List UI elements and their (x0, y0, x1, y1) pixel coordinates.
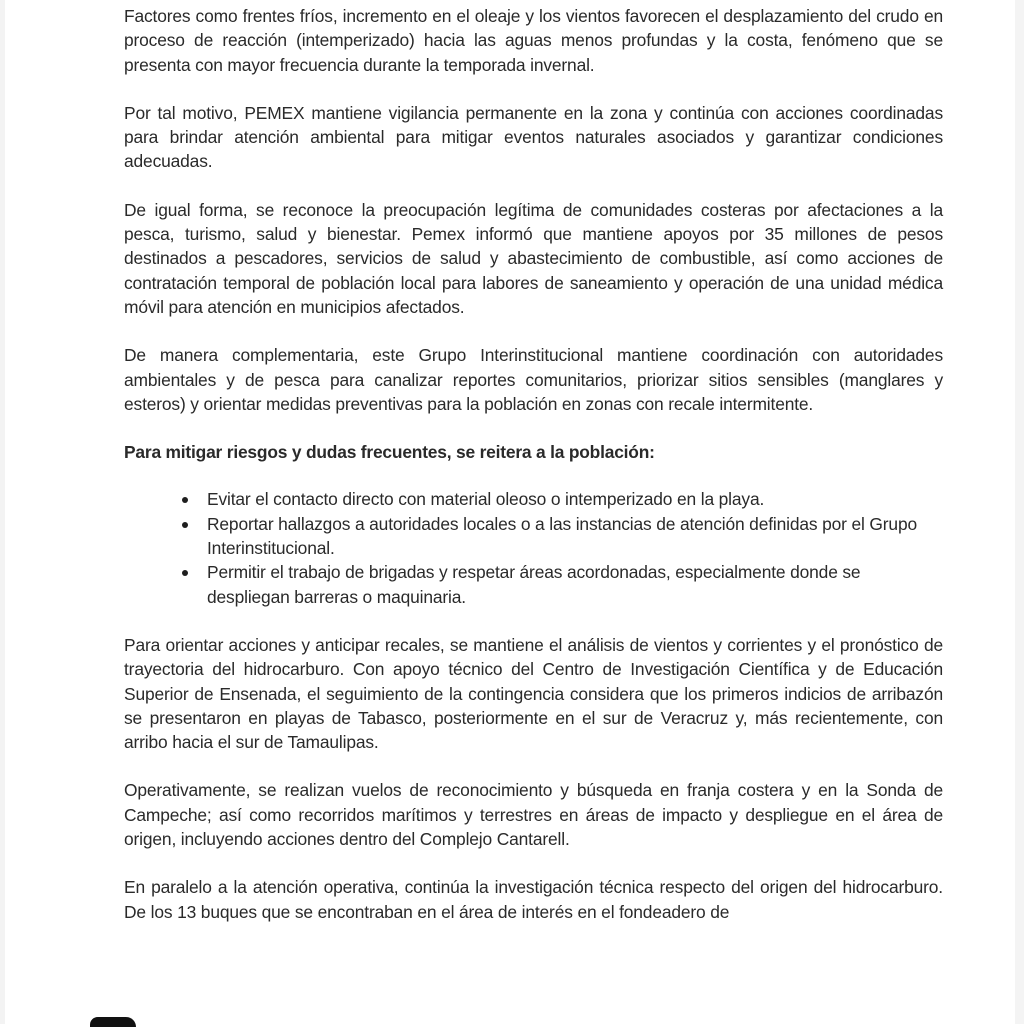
logo-fragment-icon (90, 1017, 136, 1027)
page-edge-right (1015, 0, 1024, 1024)
paragraph-weather-factors: Factores como frentes fríos, incremento en el oleaje y los vientos favorecen el desplazamiento del crudo en proceso de reacción (intemperizado) hacia las aguas menos profundas y la costa, fenómeno que se presenta con mayor frecuencia durante la temporada invernal. (124, 6, 943, 75)
page-edge-left (0, 0, 5, 1024)
paragraph-operations: Operativamente, se realizan vuelos de reconocimiento y búsqueda en franja costera y en la Sonda de Campeche; así como recorridos marítimos y terrestres en áreas de impacto y despliegue en el área de origen, incluyendo acciones dentro del Complejo Cantarell. (124, 780, 943, 850)
paragraph-origin-investigation: En paralelo a la atención operativa, continúa la investigación técnica respecto del origen del hidrocarburo. De los 13 buques que se encontraban en el área de interés en el fondeadero de (124, 877, 943, 922)
paragraph-pemex-vigilance: Por tal motivo, PEMEX mantiene vigilancia permanente en la zona y continúa con acciones coordinadas para brindar atención ambiental para mitigar eventos naturales asociados y garantizar condiciones adecuadas. (124, 102, 943, 172)
paragraph-trajectory-analysis: Para orientar acciones y anticipar recales, se mantiene el análisis de vientos y corrientes y el pronóstico de trayectoria del hidrocarburo. Con apoyo técnico del Centro de Investigación Científica y de Educación Superior de Ensenada, el seguimiento de la contingencia considera que los primeros indicios de arribazón se presentaron en playas de Tabasco, posteriormente en el sur de Veracruz y, más recientemente, con arribo hacia el sur de Tamaulipas. (124, 634, 943, 753)
list-item (182, 487, 943, 511)
list-item-text: Evitar el contacto directo con material oleoso o intemperizado en la playa. (207, 489, 765, 510)
recommendations-heading: Para mitigar riesgos y dudas frecuentes, se reitera a la población: (124, 442, 655, 463)
paragraph-interinstitutional-coordination: De manera complementaria, este Grupo Interinstitucional mantiene coordinación con autoridades ambientales y de pesca para canalizar reportes comunitarios, priorizar sitios sensibles (manglares y esteros) y orientar medidas preventivas para la población en zonas con recale intermitente. (124, 345, 943, 414)
list-item (182, 560, 943, 609)
bullet-icon (182, 570, 188, 576)
paragraph-community-support: De igual forma, se reconoce la preocupación legítima de comunidades costeras por afectaciones a la pesca, turismo, salud y bienestar. Pemex informó que mantiene apoyos por 35 millones de pesos destinados a pescadores, servicios de salud y abastecimiento de combustible, así como acciones de contratación temporal de población local para labores de saneamiento y operación de una unidad médica móvil para atención en municipios afectados. (124, 199, 943, 317)
recommendations-list (124, 487, 943, 608)
bullet-icon (182, 497, 188, 503)
list-item-text: Permitir el trabajo de brigadas y respetar áreas acordonadas, especialmente donde se despliegan barreras o maquinaria. (207, 562, 861, 607)
list-item (182, 512, 943, 561)
list-item-text: Reportar hallazgos a autoridades locales o a las instancias de atención definidas por el Grupo Interinstitucional. (207, 513, 917, 559)
bullet-icon (182, 522, 188, 528)
document-page (124, 4, 943, 924)
